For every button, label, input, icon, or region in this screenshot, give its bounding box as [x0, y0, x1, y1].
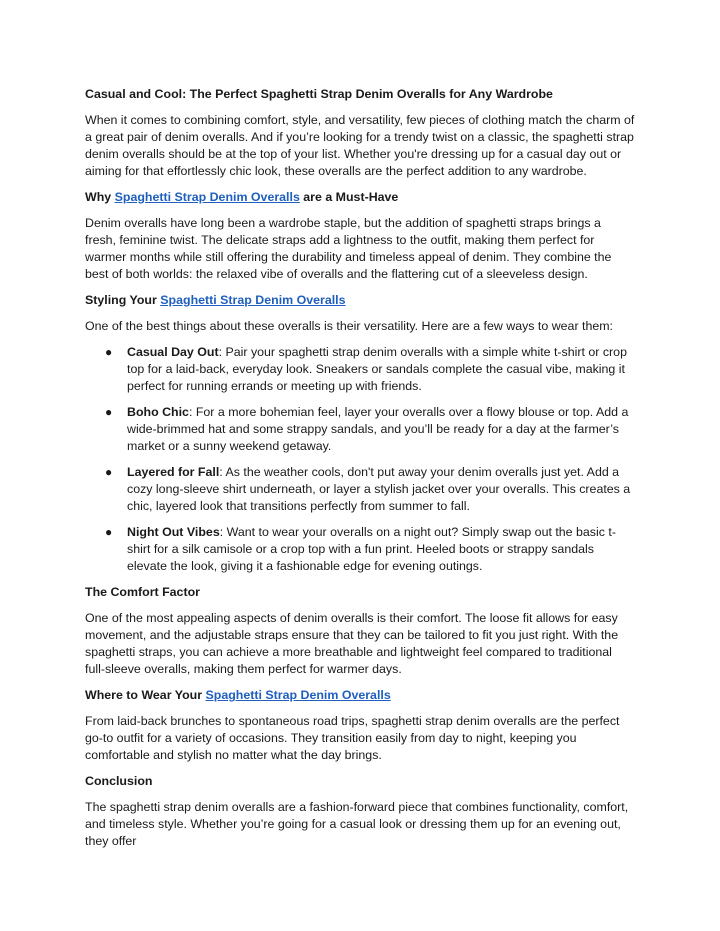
- heading-text: Styling Your: [85, 293, 161, 307]
- list-item-title: Casual Day Out: [127, 345, 219, 359]
- list-item-text: : For a more bohemian feel, layer your overalls over a flowy blouse or top. Add a wide-brimmed hat and some strappy sandals, and you’ll be ready for a day at the farmer’s market or a sunny weekend getaway.: [127, 405, 629, 453]
- document-title: Casual and Cool: The Perfect Spaghetti Strap Denim Overalls for Any Wardrobe: [85, 87, 553, 101]
- list-item-text: : Pair your spaghetti strap denim overalls with a simple white t-shirt or crop top for a laid-back, everyday look. Sneakers or sandals complete the casual vibe, making it perfect for running errands or meeting up with friends.: [127, 345, 627, 393]
- section-heading-comfort: The Comfort Factor: [85, 585, 200, 599]
- where-paragraph: From laid-back brunches to spontaneous road trips, spaghetti strap denim overalls are the perfect go-to outfit for a variety of occasions. They transition easily from day to night, keeping you comfortable and stylish no matter what the day brings.: [85, 714, 620, 762]
- list-item-text: : As the weather cools, don't put away your denim overalls just yet. Add a cozy long-sleeve shirt underneath, or layer a stylish jacket over your overalls. This creates a chic, layered look that transitions perfectly from summer to fall.: [127, 465, 631, 513]
- heading-text: Why: [85, 190, 115, 204]
- section-heading-styling: [85, 292, 635, 309]
- bullet-icon: ●: [105, 465, 113, 479]
- comfort-paragraph: One of the most appealing aspects of denim overalls is their comfort. The loose fit allows for easy movement, and the adjustable straps ensure that they can be tailored to fit you just right. With the spaghetti straps, you can achieve a more breathable and lightweight feel compared to traditional full-sleeve overalls, making them perfect for warmer days.: [85, 611, 619, 676]
- list-item-title: Layered for Fall: [127, 465, 220, 479]
- list-item: [105, 464, 635, 515]
- list-item: [105, 344, 635, 395]
- list-item: [105, 524, 635, 575]
- product-link[interactable]: Spaghetti Strap Denim Overalls: [114, 190, 300, 204]
- section-heading-conclusion: Conclusion: [85, 774, 153, 788]
- styling-intro-paragraph: One of the best things about these overalls is their versatility. Here are a few ways to wear them:: [85, 319, 613, 333]
- product-link[interactable]: Spaghetti Strap Denim Overalls: [160, 293, 346, 307]
- list-item: [105, 404, 635, 455]
- intro-paragraph: When it comes to combining comfort, style, and versatility, few pieces of clothing match the charm of a great pair of denim overalls. And if you’re looking for a trendy twist on a classic, the spaghetti strap denim overalls should be at the top of your list. Whether you're dressing up for a casual day out or aiming for that effortlessly chic look, these overalls are the perfect addition to any wardrobe.: [85, 113, 635, 178]
- conclusion-paragraph: The spaghetti strap denim overalls are a fashion-forward piece that combines functionality, comfort, and timeless style. Whether you’re going for a casual look or dressing them up for an evening out, they offer: [85, 800, 629, 848]
- list-item-title: Night Out Vibes: [127, 525, 220, 539]
- heading-text: Where to Wear Your: [85, 688, 206, 702]
- list-item-text: : Want to wear your overalls on a night out? Simply swap out the basic t-shirt for a silk camisole or a crop top with a fun print. Heeled boots or strappy sandals elevate the look, giving it a fashionable edge for evening outings.: [127, 525, 616, 573]
- section-heading-why: [85, 189, 635, 206]
- list-item-title: Boho Chic: [127, 405, 189, 419]
- styling-list: [85, 344, 635, 575]
- why-paragraph: Denim overalls have long been a wardrobe staple, but the addition of spaghetti straps brings a fresh, feminine twist. The delicate straps add a lightness to the outfit, making them perfect for warmer months while still offering the durability and timeless appeal of denim. They combine the best of both worlds: the relaxed vibe of overalls and the flattering cut of a sleeveless design.: [85, 216, 612, 281]
- product-link[interactable]: Spaghetti Strap Denim Overalls: [205, 688, 391, 702]
- heading-text: are a Must-Have: [299, 190, 399, 204]
- bullet-icon: ●: [105, 405, 113, 419]
- bullet-icon: ●: [105, 525, 113, 539]
- document-content: [85, 86, 635, 859]
- bullet-icon: ●: [105, 345, 113, 359]
- section-heading-where: [85, 687, 635, 704]
